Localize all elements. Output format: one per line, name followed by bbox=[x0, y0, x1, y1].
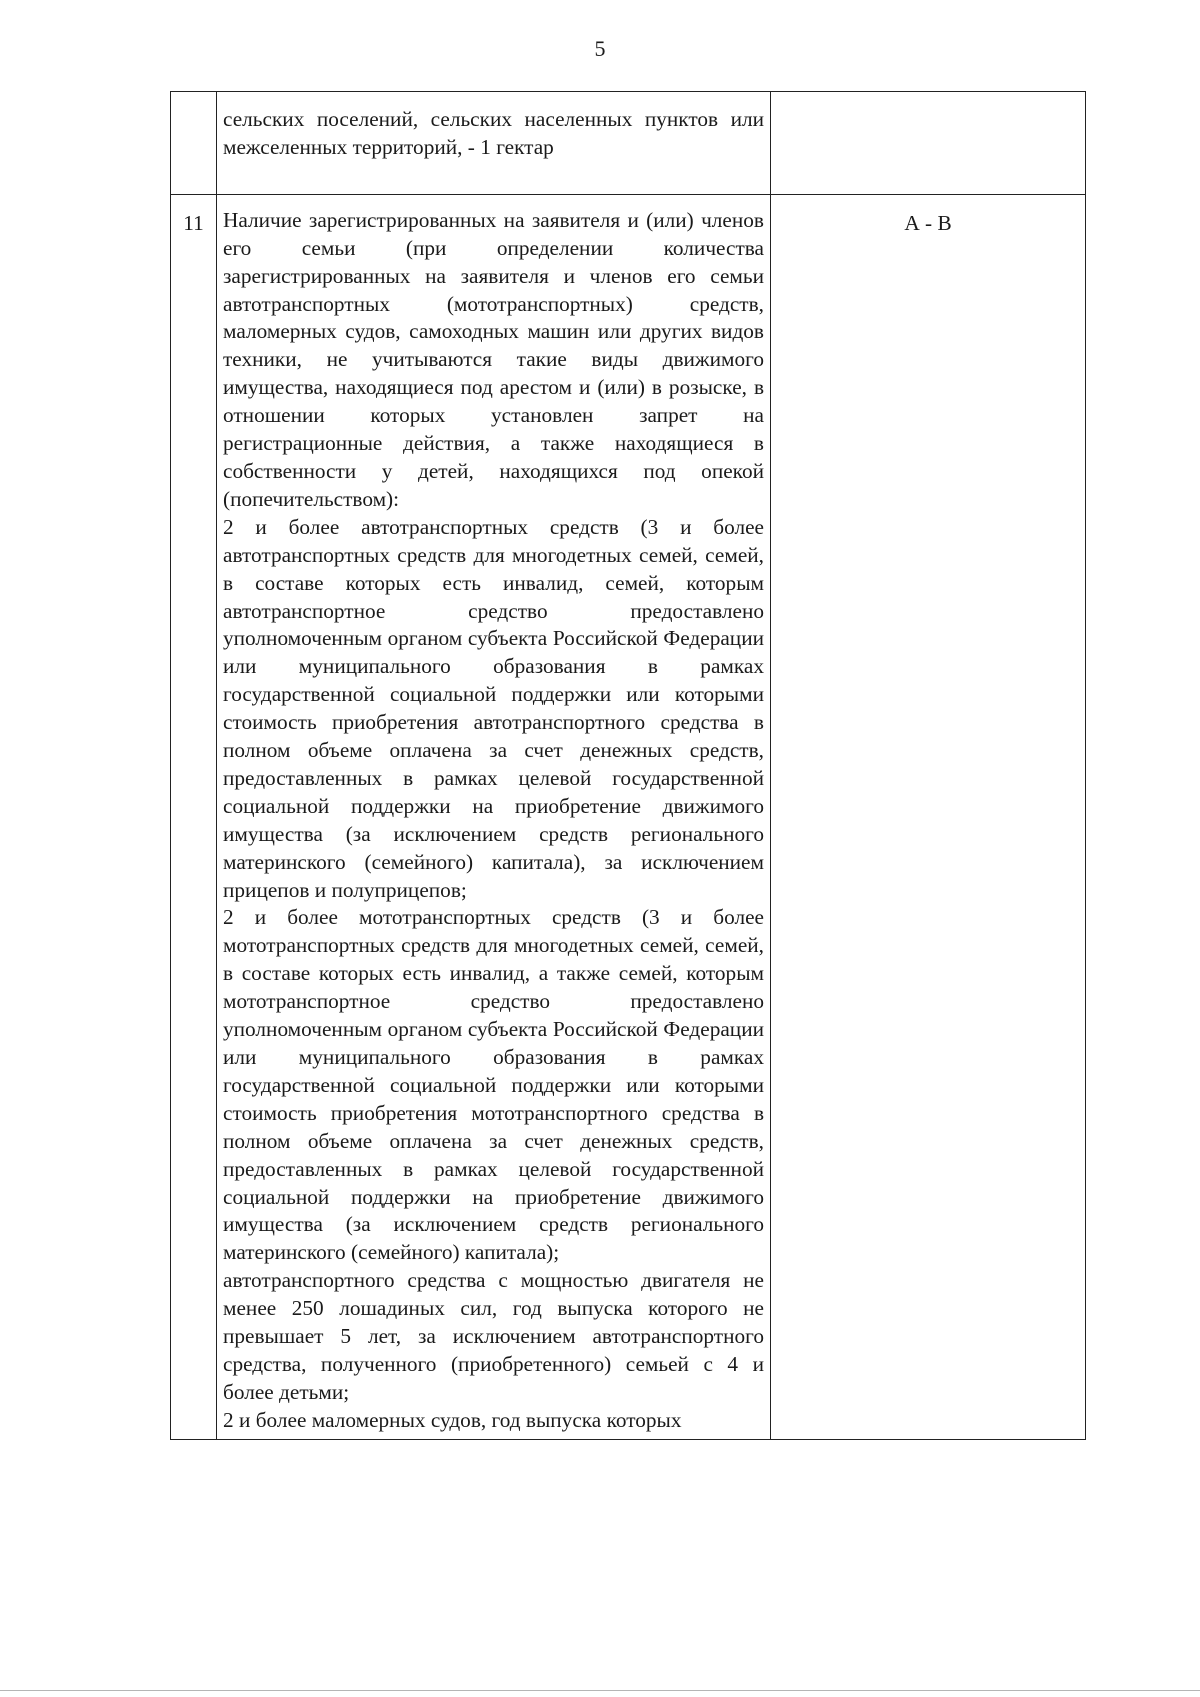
row-criterion-text bbox=[217, 92, 771, 195]
row-number bbox=[171, 92, 217, 195]
table-row bbox=[171, 92, 1086, 195]
criterion-paragraph: Наличие зарегистрированных на заявителя и (или) членов его семьи (при определении количества зарегистрированных на заявителя и членов его семьи автотранспортных (мототранспортных) средств, маломерных судов, самоходных машин или других видов техники, не учитываются такие виды движимого имущества, находящиеся под арестом и (или) в розыске, в отношении которых установлен запрет на регистрационные действия, а также находящиеся в собственности у детей, находящихся под опекой (попечительством): bbox=[223, 207, 764, 511]
criteria-table bbox=[170, 91, 1086, 1440]
criterion-paragraph: 2 и более автотранспортных средств (3 и более автотранспортных средств для многодетных семей, семей, в составе которых есть инвалид, семей, которым автотранспортное средство предоставлено уполномоченным органом субъекта Российской Федерации или муниципального образования в рамках государственной социальной поддержки или которыми стоимость приобретения автотранспортного средства в полном объеме оплачена за счет денежных средств, предоставленных в рамках целевой государственной социальной поддержки на приобретение движимого имущества (за исключением средств регионального материнского (семейного) капитала), за исключением прицепов и полуприцепов; bbox=[223, 514, 764, 902]
row-number: 11 bbox=[171, 194, 217, 1439]
criterion-paragraph: автотранспортного средства с мощностью двигателя не менее 250 лошадиных сил, год выпуска которого не превышает 5 лет, за исключением автотранспортного средства, полученного (приобретенного) семьей с 4 и более детьми; bbox=[223, 1268, 764, 1404]
page-bottom-edge bbox=[0, 1690, 1200, 1691]
criterion-paragraph: 2 и более мототранспортных средств (3 и более мототранспортных средств для многодетных семей, семей, в составе которых есть инвалид, а также семей, которым мототранспортное средство предоставлено уполномоченным органом субъекта Российской Федерации или муниципального образования в рамках государственной социальной поддержки или которыми стоимость приобретения мототранспортного средства в полном объеме оплачена за счет денежных средств, предоставленных в рамках целевой государственной социальной поддержки на приобретение движимого имущества (за исключением средств регионального материнского (семейного) капитала); bbox=[223, 905, 764, 1265]
criterion-paragraph: 2 и более маломерных судов, год выпуска которых bbox=[223, 1407, 682, 1432]
row-score bbox=[771, 92, 1086, 195]
table-row bbox=[171, 194, 1086, 1439]
criterion-paragraph: сельских поселений, сельских населенных пунктов или межселенных территорий, - 1 гектар bbox=[223, 107, 764, 159]
page-number: 5 bbox=[594, 36, 606, 61]
row-criterion-text bbox=[217, 194, 771, 1439]
row-score: А - В bbox=[771, 194, 1086, 1439]
